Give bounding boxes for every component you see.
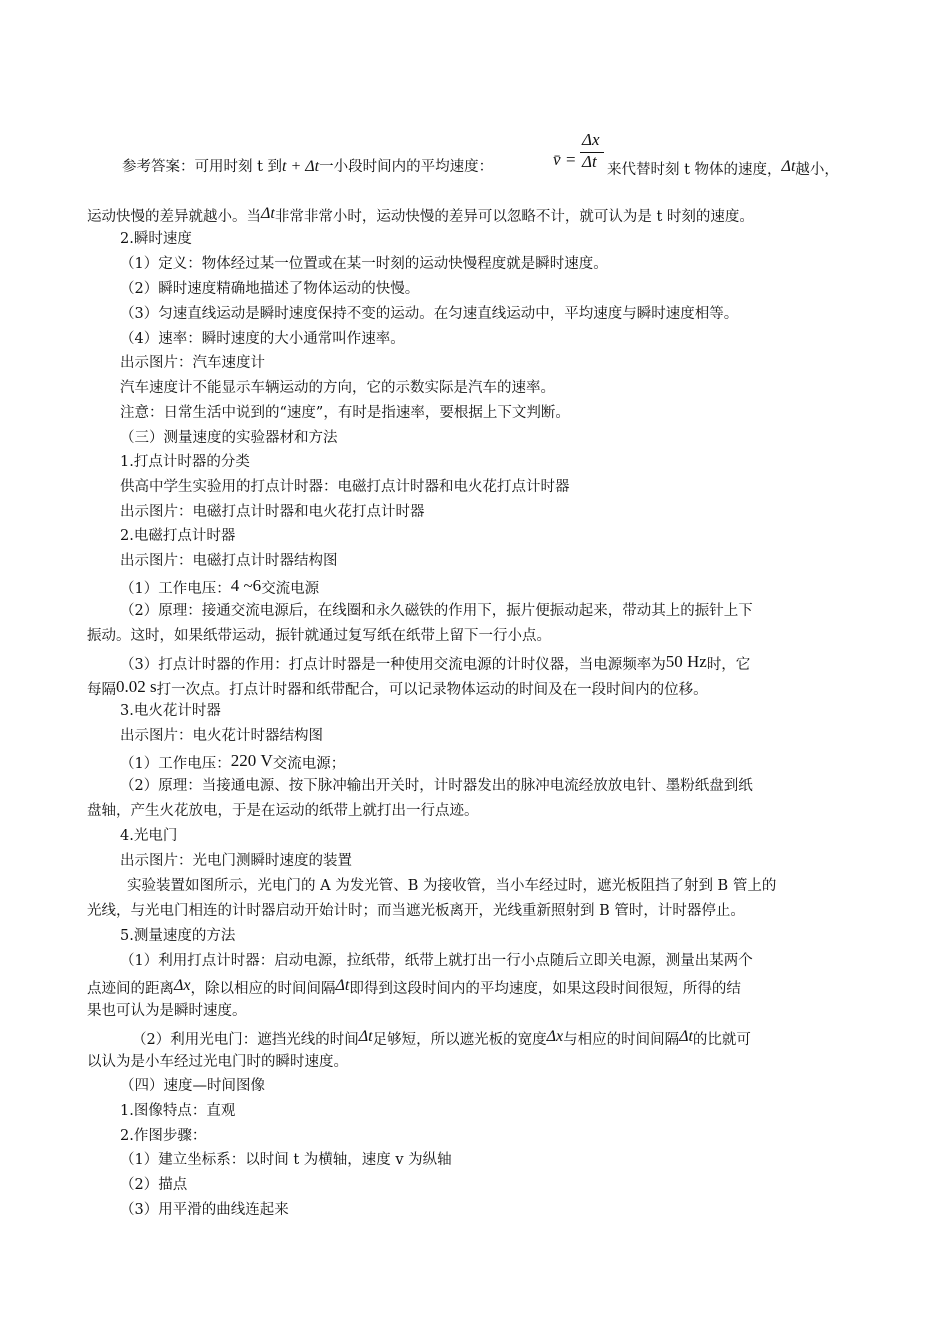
math-dt: Δt [261, 205, 275, 222]
paragraph: （2）原理：接通交流电源后，在线圈和永久磁铁的作用下，振片便振动起来，带动其上的振针上下 [120, 603, 753, 619]
math-voltage: 4 ~6 [230, 576, 262, 595]
math-dx: Δx [174, 977, 191, 994]
paragraph: （1）利用打点计时器：启动电源，拉纸带，纸带上就打出一行小点随后立即关电源，测量出某两个 [120, 953, 753, 969]
paragraph: 注意：日常生活中说到的“速度”，有时是指速率，要根据上下文判断。 [120, 405, 570, 421]
section-heading: （四）速度—时间图像 [120, 1078, 265, 1094]
heading: 2.电磁打点计时器 [120, 528, 236, 544]
paragraph: （3）匀速直线运动是瞬时速度保持不变的运动。在匀速直线运动中，平均速度与瞬时速度相等。 [120, 306, 739, 322]
answer-line-2: 运动快慢的差异就越小。当Δt非常非常小时，运动快慢的差异可以忽略不计，就可认为是 t 时刻的速度。 [87, 205, 754, 225]
math-dt: Δt [679, 1028, 693, 1045]
paragraph: 光线，与光电门相连的计时器启动开始计时；而当遮光板离开，光线重新照射到 B 管时，计时器停止。 [87, 903, 745, 919]
paragraph: （4）速率：瞬时速度的大小通常叫作速率。 [120, 331, 405, 347]
heading-instant-velocity: 2.瞬时速度 [120, 231, 192, 247]
paragraph: （2）原理：当接通电源、按下脉冲输出开关时，计时器发出的脉冲电流经放放电针、墨粉纸盘到纸 [120, 778, 753, 794]
paragraph: 每隔0.02 s打一次点。打点计时器和纸带配合，可以记录物体运动的时间及在一段时间内的位移。 [87, 677, 708, 698]
answer-line-1 [122, 157, 493, 177]
math-dt: Δt [335, 977, 350, 994]
section-heading: （三）测量速度的实验器材和方法 [120, 430, 338, 446]
math-dx: Δx [546, 1028, 564, 1045]
paragraph: 实验装置如图所示，光电门的 A 为发光管、B 为接收管，当小车经过时，遮光板阻挡了射到 B 管上的 [127, 878, 777, 894]
math-equals: = [566, 150, 576, 169]
paragraph: 盘轴，产生火花放电，于是在运动的纸带上就打出一行点迹。 [87, 803, 479, 819]
heading: 4.光电门 [120, 828, 178, 844]
heading: 1.图像特点：直观 [120, 1103, 236, 1119]
math-t-plus-dt: t + Δt [282, 158, 320, 175]
paragraph: 出示图片：电磁打点计时器和电火花打点计时器 [120, 504, 425, 520]
answer-text-4: 越小， [795, 162, 839, 178]
math-dt: Δt [781, 158, 796, 175]
heading: 5.测量速度的方法 [120, 928, 236, 944]
paragraph: 出示图片：电火花计时器结构图 [120, 728, 323, 744]
paragraph: （1）定义：物体经过某一位置或在某一时刻的运动快慢程度就是瞬时速度。 [120, 256, 608, 272]
answer-text: 参考答案：可用时刻 t 到 [122, 159, 283, 175]
math-fraction-numerator: Δx [582, 130, 600, 149]
paragraph: 出示图片：光电门测瞬时速度的装置 [120, 853, 352, 869]
math-fraction-denominator: Δt [582, 152, 597, 171]
math-frequency: 50 Hz [665, 652, 707, 671]
math-v-bar: v̄ [553, 150, 561, 169]
paragraph: 果也可认为是瞬时速度。 [87, 1003, 247, 1019]
paragraph: （3）打点计时器的作用：打点计时器是一种使用交流电源的计时仪器，当电源频率为50 Hz时，它 [120, 652, 751, 673]
paragraph: （2）描点 [120, 1177, 188, 1193]
answer-line-1-continued [607, 157, 839, 180]
paragraph: 点迹间的距离Δx，除以相应的时间间隔Δt即得到这段时间内的平均速度，如果这段时间很短，所得的结 [87, 977, 741, 997]
paragraph: （1）工作电压：220 V交流电源； [120, 751, 346, 772]
paragraph: （2）瞬时速度精确地描述了物体运动的快慢。 [120, 281, 420, 297]
answer-text-3: 来代替时刻 t 物体的速度， [607, 162, 782, 178]
paragraph: （1）工作电压：4 ~6交流电源 [120, 576, 320, 597]
paragraph: （2）利用光电门：遮挡光线的时间Δt足够短，所以遮光板的宽度Δx与相应的时间间隔Δt的比就可 [132, 1028, 751, 1048]
paragraph: 汽车速度计不能显示车辆运动的方向，它的示数实际是汽车的速率。 [120, 380, 555, 396]
paragraph: 以认为是小车经过光电门时的瞬时速度。 [87, 1054, 348, 1070]
math-voltage: 220 V [230, 751, 273, 770]
paragraph: （1）建立坐标系：以时间 t 为横轴，速度 v 为纵轴 [120, 1152, 452, 1168]
math-dt: Δt [358, 1028, 373, 1045]
paragraph: 供高中学生实验用的打点计时器：电磁打点计时器和电火花打点计时器 [120, 479, 570, 495]
paragraph: 出示图片：电磁打点计时器结构图 [120, 553, 338, 569]
heading: 1.打点计时器的分类 [120, 454, 250, 470]
heading: 3.电火花计时器 [120, 703, 221, 719]
paragraph: 出示图片：汽车速度计 [120, 355, 265, 371]
heading: 2.作图步骤： [120, 1128, 207, 1144]
paragraph: （3）用平滑的曲线连起来 [120, 1202, 289, 1218]
answer-text-2: 一小段时间内的平均速度： [319, 159, 494, 175]
math-interval: 0.02 s [116, 677, 157, 696]
paragraph: 振动。这时，如果纸带运动，振针就通过复写纸在纸带上留下一行小点。 [87, 628, 551, 644]
